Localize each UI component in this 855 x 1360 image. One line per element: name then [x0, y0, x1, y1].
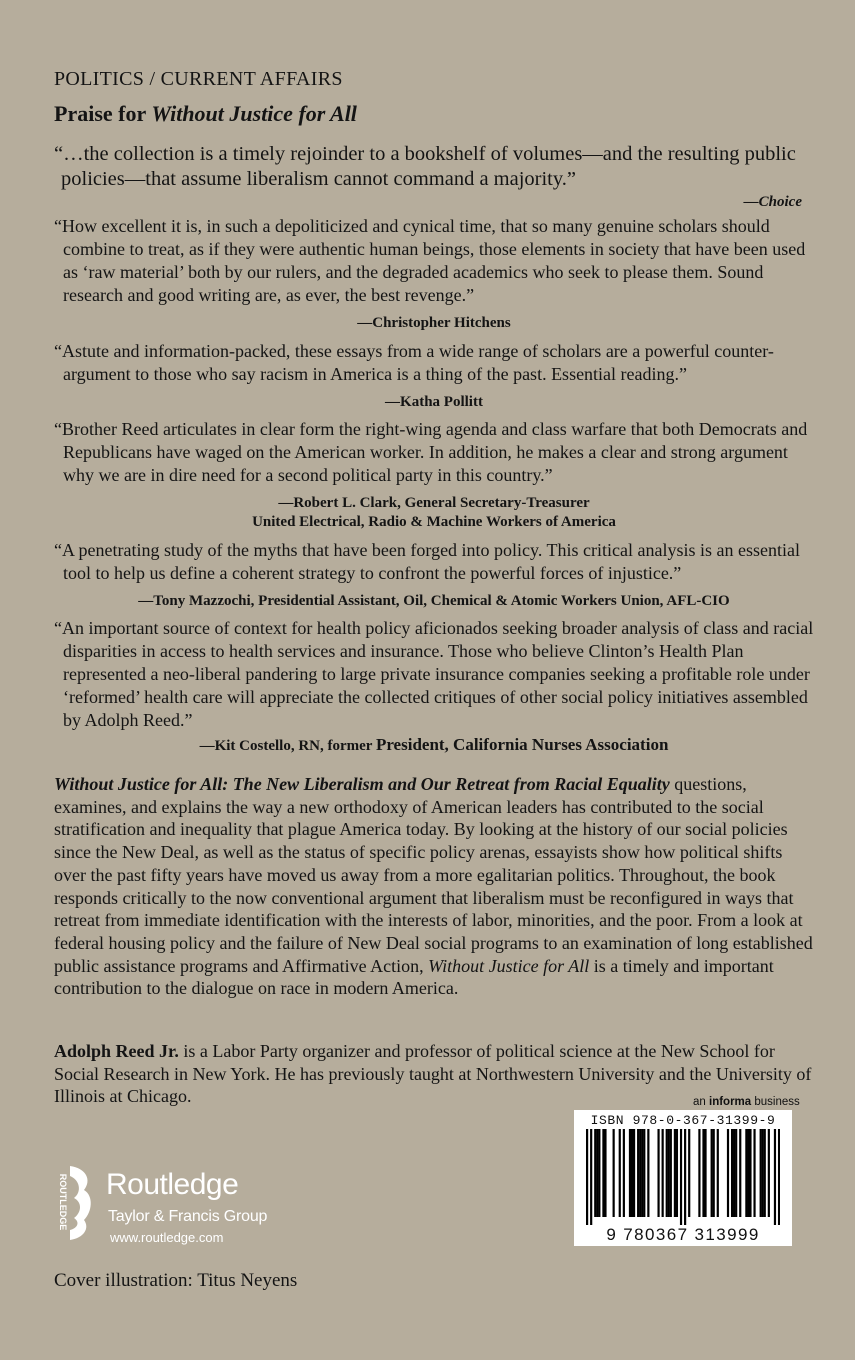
blurb-text: “Astute and information-packed, these essays from a wide range of scholars are a powerful counter-argument to those who say racism in America is a thing of the past. Essential reading.”	[54, 341, 774, 384]
blurb-attribution-line1: —Robert L. Clark, General Secretary-Treasurer	[278, 495, 590, 511]
barcode-bars	[586, 1129, 780, 1225]
barcode-bar	[633, 1129, 635, 1217]
routledge-mark-icon	[40, 1162, 100, 1242]
barcode-bar	[717, 1129, 719, 1217]
barcode-bar	[735, 1129, 737, 1217]
barcode-bar	[753, 1129, 755, 1217]
barcode-bar	[698, 1129, 700, 1217]
praise-prefix: Praise for	[54, 101, 152, 126]
barcode-bar	[731, 1129, 733, 1217]
isbn-digits: 9 780367 313999	[606, 1225, 760, 1244]
informa-prefix: an	[693, 1096, 709, 1108]
isbn-label: ISBN 978-0-367-31399-9	[590, 1113, 776, 1128]
blurb-attribution: —Katha Pollitt	[385, 394, 483, 410]
barcode-bar	[596, 1129, 598, 1217]
barcode-bar	[598, 1129, 600, 1217]
barcode-bar	[711, 1129, 713, 1217]
author-name: Adolph Reed Jr.	[54, 1041, 179, 1061]
isbn-barcode	[574, 1110, 792, 1246]
barcode-bar	[666, 1129, 668, 1217]
description-body-1: questions, examines, and explains the way a new orthodoxy of American leaders has contributed to the social stratification and inequality that plague America today. By looking at the history of our social policies since the New Deal, as well as the status of specific policy arenas, essayists show how political shifts over the past fifty years have moved us away from a more egalitarian politics. Throughout, the book responds critically to the now conventional argument that liberalism must be reconfigured in ways that retreat from immediate identification with the interests of labor, minorities, and the poor. From a look at federal housing policy and the failure of New Deal social programs to an examination of long established public assistance programs and Affirmative Action,	[54, 774, 813, 976]
blurb-costello	[54, 617, 814, 756]
barcode-bar	[688, 1129, 690, 1217]
blurb-text: “An important source of context for health policy aficionados seeking broader analysis of class and racial disparities in access to health services and insurance. Those who believe Clinton’s Health Plan represented a neo-liberal pandering to large private insurance companies seeking a profitable role under ‘reformed’ health care will appreciate the collected critiques of other social policy initiatives assembled by Adolph Reed.”	[54, 618, 814, 730]
barcode-bar	[643, 1129, 645, 1217]
description-title-italic: Without Justice for All	[428, 955, 590, 976]
barcode-bar	[713, 1129, 715, 1217]
barcode-bar	[668, 1129, 670, 1217]
barcode-bar	[749, 1129, 751, 1217]
barcode-bar	[590, 1129, 592, 1225]
barcode-bar	[674, 1129, 676, 1217]
blurb-attribution: —Choice	[743, 194, 802, 210]
barcode-bar	[641, 1129, 643, 1217]
category-label: POLITICS / CURRENT AFFAIRS	[54, 68, 343, 90]
barcode-bar	[670, 1129, 672, 1217]
barcode-bar	[631, 1129, 633, 1217]
barcode-bar	[702, 1129, 704, 1217]
barcode-bar	[662, 1129, 664, 1217]
publisher-group: Taylor & Francis Group	[108, 1208, 268, 1225]
routledge-mark-text: ROUTLEDGE	[58, 1173, 68, 1231]
blurb-choice	[54, 142, 814, 215]
description-body-2: is a timely and important contribution to the dialogue on race in modern America.	[54, 955, 774, 999]
blurb-attribution-main: —Kit Costello, RN, former	[199, 738, 376, 754]
informa-brand: informa	[709, 1096, 752, 1108]
praise-heading	[54, 101, 357, 127]
barcode-bar	[733, 1129, 735, 1217]
barcode-bar	[764, 1129, 766, 1217]
barcode-bar	[604, 1129, 606, 1217]
blurb-attribution	[54, 494, 814, 532]
barcode-bar	[676, 1129, 678, 1217]
barcode-bar	[684, 1129, 686, 1225]
barcode-bar	[594, 1129, 596, 1217]
blurb-pollitt	[54, 340, 814, 412]
book-description	[54, 773, 814, 1000]
barcode-bar	[727, 1129, 729, 1217]
barcode-bar	[778, 1129, 780, 1225]
barcode-bar	[629, 1129, 631, 1217]
barcode-bar	[602, 1129, 604, 1217]
blurb-hitchens	[54, 215, 814, 333]
informa-business-label	[693, 1096, 800, 1108]
blurb-attribution	[54, 735, 814, 756]
barcode-bar	[774, 1129, 776, 1225]
barcode-bar	[619, 1129, 621, 1217]
blurb-attribution-big: President, California Nurses Association	[375, 735, 669, 754]
barcode-bar	[647, 1129, 649, 1217]
barcode-bar	[680, 1129, 682, 1225]
blurb-mazzochi	[54, 539, 814, 611]
barcode-bar	[586, 1129, 588, 1225]
blurb-text: “…the collection is a timely rejoinder to a bookshelf of volumes—and the resulting public policies—that assume liberalism cannot command a majority.”	[54, 143, 796, 190]
barcode-bar	[762, 1129, 764, 1217]
publisher-name: Routledge	[106, 1168, 239, 1201]
barcode-bar	[760, 1129, 762, 1217]
blurb-text: “A penetrating study of the myths that have been forged into policy. This critical analysis is an essential tool to help us define a coherent strategy to confront the powerful forces of injustice.”	[54, 540, 800, 583]
barcode-bar	[768, 1129, 770, 1217]
blurb-attribution: —Tony Mazzochi, Presidential Assistant, Oil, Chemical & Atomic Workers Union, AFL-CIO	[138, 593, 730, 609]
blurb-attribution-line2: United Electrical, Radio & Machine Workers of America	[252, 514, 616, 530]
cover-illustration-credit: Cover illustration: Titus Neyens	[54, 1270, 298, 1291]
blurb-text: “Brother Reed articulates in clear form the right-wing agenda and class warfare that both Democrats and Republicans have waged on the American worker. In addition, he makes a clear and strong argument why we are in dire need for a second political party in this country.”	[54, 419, 808, 485]
author-bio-text: is a Labor Party organizer and professor of political science at the New School for Social Research in New York. He has previously taught at Northwestern University and the University of Illinois at Chicago.	[54, 1041, 812, 1107]
barcode-bar	[657, 1129, 659, 1217]
blurb-clark	[54, 418, 814, 532]
barcode-bar	[613, 1129, 615, 1217]
blurb-attribution: —Christopher Hitchens	[357, 315, 511, 331]
publisher-logo	[40, 1162, 300, 1252]
barcode-bar	[704, 1129, 706, 1217]
barcode-bar	[623, 1129, 625, 1217]
publisher-url: www.routledge.com	[110, 1230, 224, 1245]
barcode-bar	[745, 1129, 747, 1217]
description-lead-title: Without Justice for All: The New Liberalism and Our Retreat from Racial Equality	[54, 774, 670, 794]
barcode-bar	[639, 1129, 641, 1217]
barcode-bar	[739, 1129, 741, 1217]
praise-book-title: Without Justice for All	[151, 101, 357, 126]
barcode-bar	[637, 1129, 639, 1217]
informa-suffix: business	[751, 1096, 800, 1108]
barcode-bar	[747, 1129, 749, 1217]
blurb-text: “How excellent it is, in such a depoliticized and cynical time, that so many genuine scholars should combine to treat, as if they were authentic human beings, those elements in society that have been used as ‘raw material’ both by our rulers, and the degraded academics who seek to please them. Sound research and good writing are, as ever, the best revenge.”	[54, 216, 806, 305]
